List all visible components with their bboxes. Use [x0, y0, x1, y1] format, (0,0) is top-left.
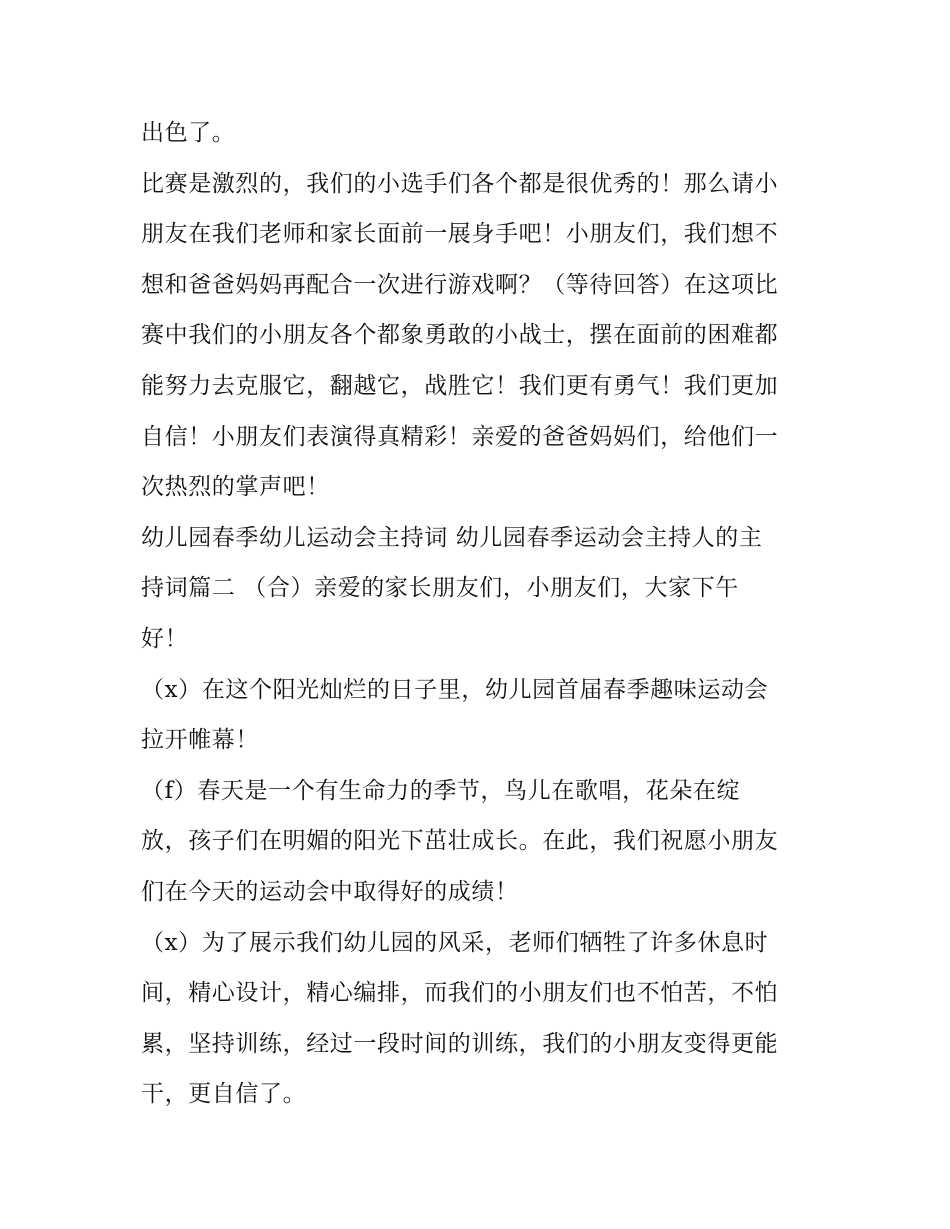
text-line: 朋友在我们老师和家长面前一展身手吧！小朋友们，我们想不 [141, 221, 779, 248]
text-line: 出色了。 [141, 120, 236, 146]
text-line: 自信！小朋友们表演得真精彩！亲爱的爸爸妈妈们，给他们一 [141, 423, 779, 450]
text-line: 赛中我们的小朋友各个都象勇敢的小战士，摆在面前的困难都 [141, 322, 779, 349]
document-body [141, 108, 821, 1120]
text-line: 次热烈的掌声吧！ [141, 474, 330, 501]
text-line: 想和爸爸妈妈再配合一次进行游戏啊？（等待回答）在这项比 [141, 271, 779, 298]
text-line: 放，孩子们在明媚的阳光下茁壮成长。在此，我们祝愿小朋友 [141, 828, 779, 855]
text-line: 干，更自信了。 [141, 1081, 307, 1108]
text-line: （x）在这个阳光灿烂的日子里，幼儿园首届春季趣味运动会 [141, 676, 769, 703]
text-line: 持词篇二 （合）亲爱的家长朋友们，小朋友们，大家下午 [141, 575, 739, 602]
text-line: 累，坚持训练，经过一段时间的训练，我们的小朋友变得更能 [141, 1030, 779, 1057]
text-line: 幼儿园春季幼儿运动会主持词 幼儿园春季运动会主持人的主 [141, 524, 763, 551]
text-line: 比赛是激烈的，我们的小选手们各个都是很优秀的！那么请小 [141, 170, 779, 197]
text-line: 间，精心设计，精心编排，而我们的小朋友们也不怕苦，不怕 [141, 980, 779, 1007]
text-line: 们在今天的运动会中取得好的成绩！ [141, 878, 519, 905]
text-line: 拉开帷幕！ [141, 727, 259, 754]
text-line: 能努力去克服它，翻越它，战胜它！我们更有勇气！我们更加 [141, 372, 779, 399]
text-line: （x）为了展示我们幼儿园的风采，老师们牺牲了许多休息时 [141, 929, 769, 956]
text-line: 好！ [141, 625, 189, 652]
text-line: （f）春天是一个有生命力的季节，鸟儿在歌唱，花朵在绽 [141, 777, 741, 804]
